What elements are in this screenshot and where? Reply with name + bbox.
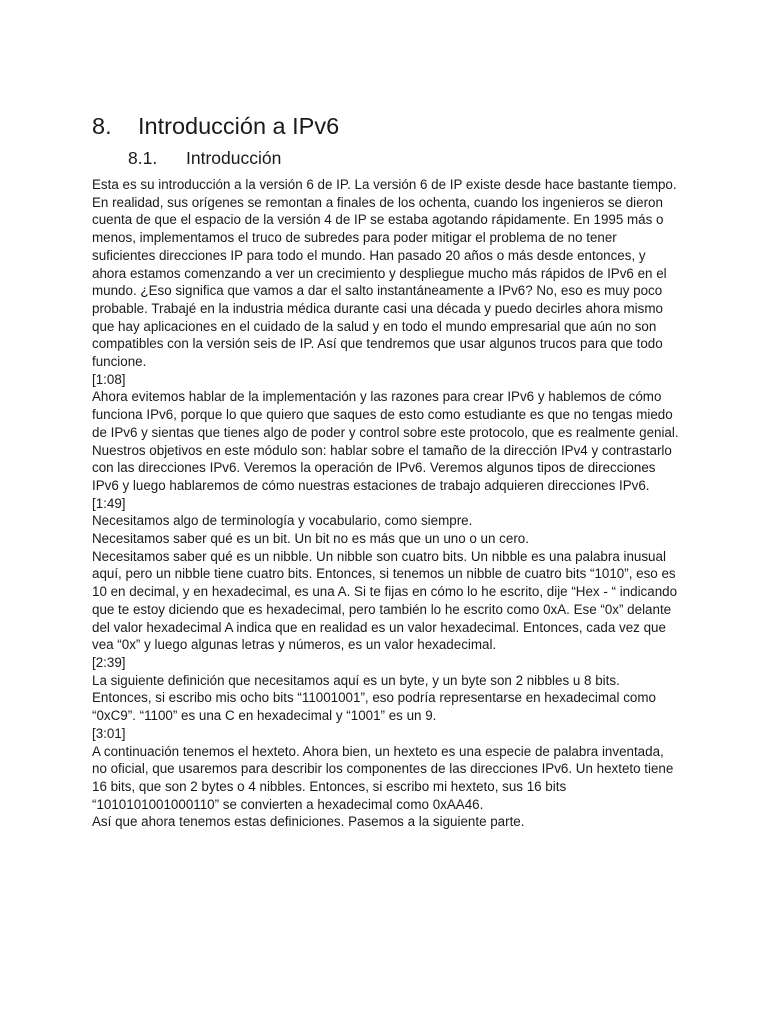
timestamp: [3:01]: [92, 725, 126, 741]
heading-1-title: Introducción a IPv6: [138, 113, 340, 139]
heading-2-title: Introducción: [186, 148, 282, 168]
paragraph-implementation: Ahora evitemos hablar de la implementación y las razones para crear IPv6 y hablemos de cómo funciona IPv6, porque lo que quiero que saques de esto como estudiante es que no tengas miedo de IPv6 y sientas que tienes algo de poder y control sobre este protocolo, que es realmente genial.: [92, 389, 679, 440]
heading-1-number: 8.: [92, 113, 112, 139]
paragraph-closing: Así que ahora tenemos estas definiciones. Pasemos a la siguiente parte.: [92, 814, 525, 830]
paragraph-objectives: Nuestros objetivos en este módulo son: hablar sobre el tamaño de la dirección IPv4 y contrastarlo con las direcciones IPv6. Veremos la operación de IPv6. Veremos algunos tipos de direcciones IPv6 y luego hablaremos de cómo nuestras estaciones de trabajo adquieren direcciones IPv6.: [92, 442, 672, 493]
document-page: [92, 110, 682, 831]
heading-2-number: 8.1.: [128, 148, 158, 168]
paragraph-terminology: Necesitamos algo de terminología y vocabulario, como siempre.: [92, 513, 473, 529]
heading-1: [92, 110, 682, 142]
heading-2: [128, 146, 682, 170]
paragraph-nibble: Necesitamos saber qué es un nibble. Un nibble son cuatro bits. Un nibble es una palabra inusual aquí, pero un nibble tiene cuatro bits. Entonces, si tenemos un nibble de cuatro bits “1010”, eso es 10 en decimal, y en hexadecimal, es una A. Si te fijas en cómo lo he escrito, dije “Hex - “ indicando que te estoy diciendo que es hexadecimal, pero también lo he escrito como 0xA. Ese “0x” delante del valor hexadecimal A indica que en realidad es un valor hexadecimal. Entonces, cada vez que vea “0x” y luego algunas letras y números, es un valor hexadecimal.: [92, 548, 678, 653]
timestamp: [1:49]: [92, 495, 126, 511]
paragraph-byte: La siguiente definición que necesitamos aquí es un byte, y un byte son 2 nibbles u 8 bits. Entonces, si escribo mis ocho bits “11001001”, eso podría representarse en hexadecimal como “0xC9”. “1100” es una C en hexadecimal y “1001” es un 9.: [92, 672, 656, 724]
timestamp: [2:39]: [92, 654, 126, 670]
paragraph-bit: Necesitamos saber qué es un bit. Un bit no es más que un uno o un cero.: [92, 531, 529, 547]
body-text: [92, 176, 682, 831]
timestamp: [1:08]: [92, 371, 126, 387]
paragraph-hextet: A continuación tenemos el hexteto. Ahora bien, un hexteto es una especie de palabra inventada, no oficial, que usaremos para describir los componentes de las direcciones IPv6. Un hexteto tiene 16 bits, que son 2 bytes o 4 nibbles. Entonces, si escribo mi hexteto, sus 16 bits “1010101001000110” se convierten a hexadecimal como 0xAA46.: [92, 743, 674, 812]
paragraph-intro: Esta es su introducción a la versión 6 de IP. La versión 6 de IP existe desde hace bastante tiempo. En realidad, sus orígenes se remontan a finales de los ochenta, cuando los ingenieros se dieron cuenta de que el espacio de la versión 4 de IP se estaba agotando rápidamente. En 1995 más o menos, implementamos el truco de subredes para poder mitigar el problema de no tener suficientes direcciones IP para todo el mundo. Han pasado 20 años o más desde entonces, y ahora estamos comenzando a ver un crecimiento y despliegue mucho más rápidos de IPv6 en el mundo. ¿Eso significa que vamos a dar el salto instantáneamente a IPv6? No, eso es muy poco probable. Trabajé en la industria médica durante casi una década y puedo decirles ahora mismo que hay aplicaciones en el cuidado de la salud y en todo el mundo empresarial que aún no son compatibles con la versión seis de IP. Así que tendremos que usar algunos trucos para que todo funcione.: [92, 177, 677, 370]
